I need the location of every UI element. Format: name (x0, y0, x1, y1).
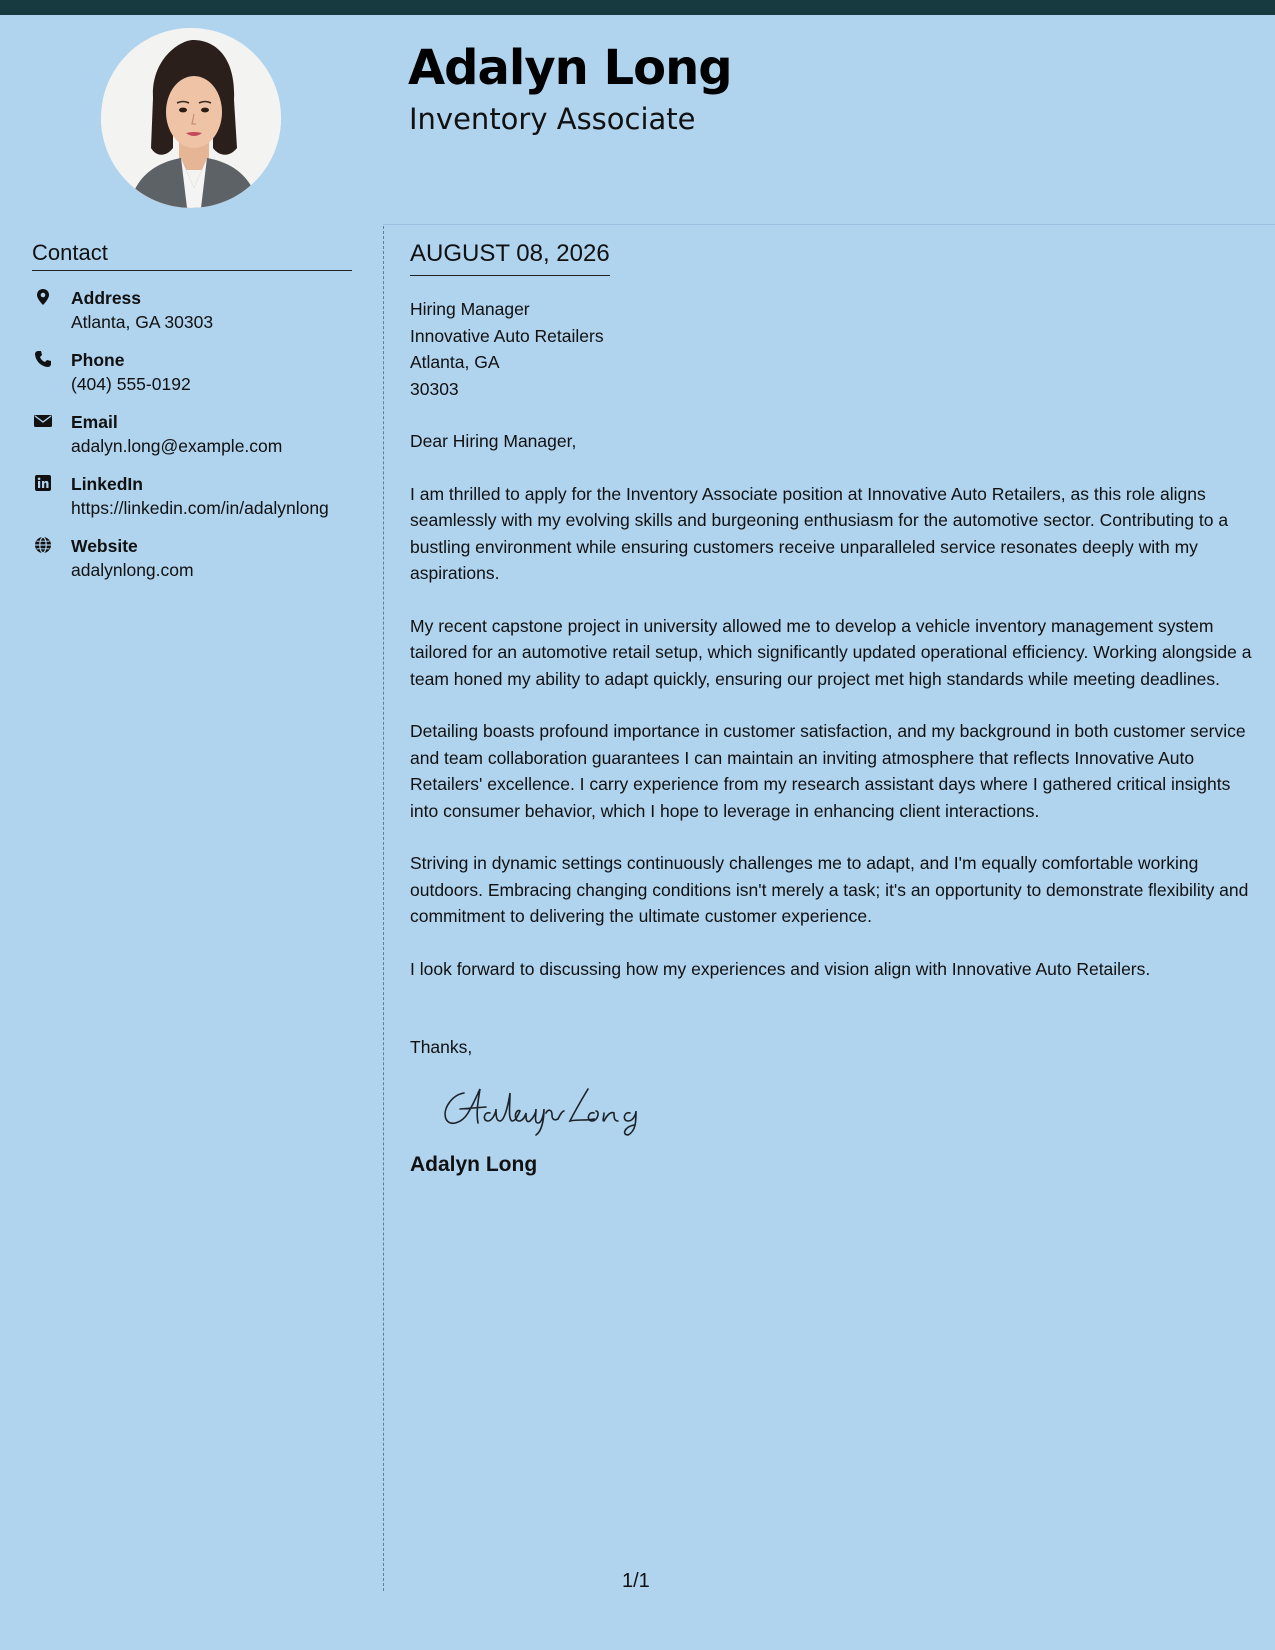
letter-paragraph: My recent capstone project in university allowed me to develop a vehicle inventory management system tailored for an automotive retail setup, which significantly updated operational efficiency. Working alongside a team honed my ability to adapt quickly, ensuring our project met high standards while meeting deadlines. (410, 615, 1252, 689)
envelope-icon (34, 412, 52, 430)
contact-label: LinkedIn (71, 474, 143, 494)
recipient-line: Hiring Manager (410, 299, 530, 319)
candidate-title: Inventory Associate (409, 102, 696, 136)
contact-value: (404) 555-0192 (71, 374, 191, 394)
contact-sidebar (32, 240, 352, 582)
contact-linkedin (32, 472, 352, 520)
salutation: Dear Hiring Manager, (410, 431, 577, 451)
contact-address (32, 286, 352, 334)
contact-email (32, 410, 352, 458)
contact-value[interactable]: https://linkedin.com/in/adalynlong (71, 498, 329, 518)
contact-label: Website (71, 536, 138, 556)
recipient-block (410, 296, 1260, 402)
handwritten-signature (438, 1079, 1260, 1137)
map-pin-icon (34, 288, 52, 306)
profile-photo (101, 28, 281, 208)
page-number: 1/1 (622, 1570, 650, 1592)
recipient-line: Innovative Auto Retailers (410, 325, 604, 346)
contact-label: Phone (71, 350, 125, 370)
signer-name: Adalyn Long (410, 1152, 538, 1176)
letter-paragraph: I am thrilled to apply for the Inventory Associate position at Innovative Auto Retailers, as this role aligns seamlessly with my evolving skills and burgeoning enthusiasm for the automotive sector. Contributing to a bustling environment while ensuring customers receive unparalleled service resonates deeply with my aspirations. (410, 483, 1229, 583)
contact-value: Atlanta, GA 30303 (71, 312, 214, 332)
contact-value[interactable]: adalyn.long@example.com (71, 436, 283, 456)
phone-icon (34, 350, 52, 368)
linkedin-icon (34, 474, 52, 492)
column-divider (383, 226, 384, 1591)
cover-letter-body (410, 240, 1260, 1177)
closing: Thanks, (410, 1037, 473, 1057)
recipient-line: Atlanta, GA (410, 352, 500, 372)
letter-paragraph: Striving in dynamic settings continuously challenges me to adapt, and I'm equally comfortable working outdoors. Embracing changing conditions isn't merely a task; it's an opportunity to demonstrate flexibility and commitment to delivering the ultimate customer experience. (410, 853, 1249, 926)
contact-value[interactable]: adalynlong.com (71, 560, 194, 580)
letter-date: AUGUST 08, 2026 (410, 240, 610, 276)
globe-icon (34, 536, 52, 554)
candidate-name: Adalyn Long (408, 40, 732, 96)
letter-paragraph: I look forward to discussing how my experiences and vision align with Innovative Auto Retailers. (410, 958, 1151, 979)
contact-website (32, 534, 352, 582)
top-accent-bar (0, 0, 1275, 15)
contact-label: Email (71, 412, 118, 432)
recipient-line: 30303 (410, 378, 459, 399)
contact-heading: Contact (32, 240, 352, 271)
contact-label: Address (71, 288, 142, 308)
letter-paragraph: Detailing boasts profound importance in customer satisfaction, and my background in both customer service and team collaboration guarantees I can maintain an inviting atmosphere that reflects Innovative Auto Retailers' excellence. I carry experience from my research assistant days where I gathered critical insights into consumer behavior, which I hope to leverage in enhancing client interactions. (410, 721, 1246, 821)
contact-phone (32, 348, 352, 396)
header-divider (383, 224, 1275, 225)
